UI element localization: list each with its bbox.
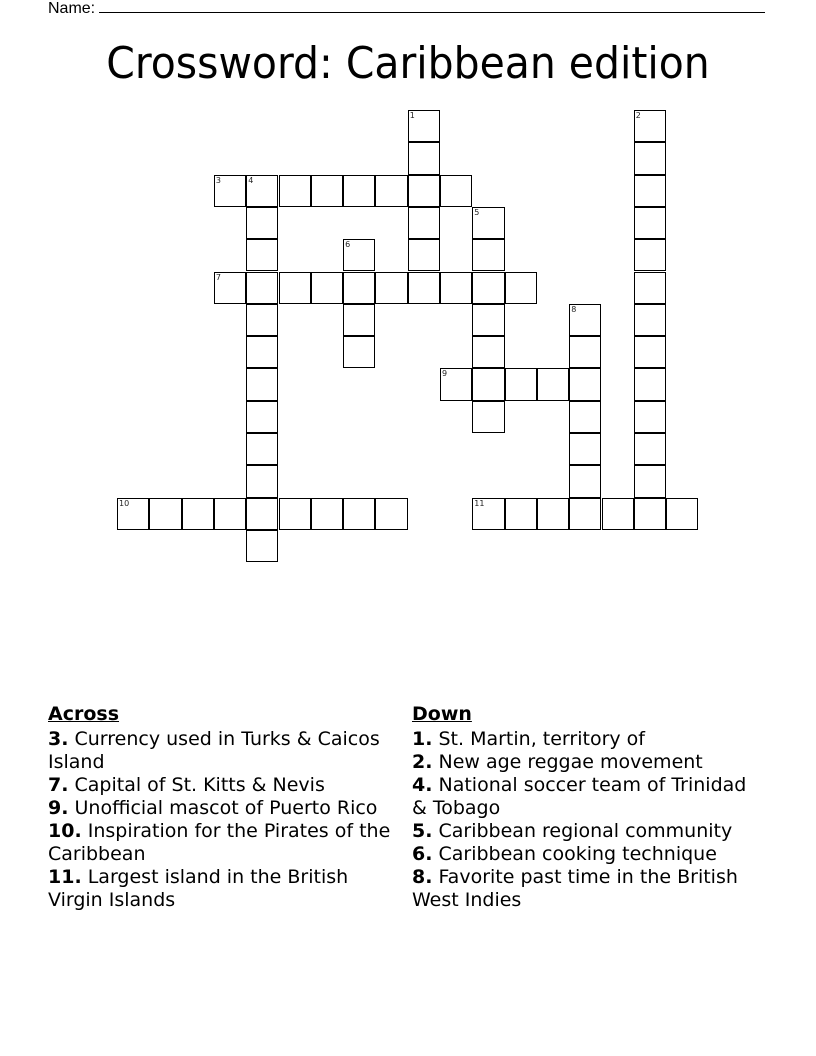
grid-cell[interactable]	[246, 368, 278, 400]
grid-cell[interactable]	[246, 207, 278, 239]
page-title: Crossword: Caribbean edition	[106, 38, 710, 89]
grid-cell[interactable]	[375, 175, 407, 207]
grid-cell[interactable]	[472, 336, 504, 368]
grid-cell[interactable]	[634, 498, 666, 530]
clue-text: St. Martin, territory of	[438, 728, 645, 750]
grid-cell[interactable]	[634, 368, 666, 400]
clue-across-9	[48, 797, 393, 820]
clue-text: Caribbean regional community	[438, 820, 733, 842]
grid-cell[interactable]	[408, 207, 440, 239]
clue-number: 7.	[48, 774, 69, 796]
grid-cell[interactable]	[537, 368, 569, 400]
grid-cell[interactable]	[440, 368, 472, 400]
clue-text: Largest island in the British Virgin Islands	[48, 866, 349, 911]
grid-cell[interactable]	[634, 433, 666, 465]
clue-down-8	[412, 866, 757, 912]
grid-cell[interactable]	[634, 304, 666, 336]
clue-across-11	[48, 866, 393, 912]
grid-cell[interactable]	[343, 272, 375, 304]
grid-cell[interactable]	[634, 207, 666, 239]
cell-number: 6	[345, 240, 351, 250]
down-clues	[412, 702, 757, 912]
grid-cell[interactable]	[634, 465, 666, 497]
grid-cell[interactable]	[505, 498, 537, 530]
clue-text: Favorite past time in the British West Indies	[412, 866, 738, 911]
cell-number: 8	[571, 304, 577, 314]
clue-text: Inspiration for the Pirates of the Caribbean	[48, 820, 391, 865]
grid-cell[interactable]	[472, 498, 504, 530]
cell-number: 10	[119, 498, 130, 508]
grid-cell[interactable]	[311, 175, 343, 207]
grid-cell[interactable]	[634, 175, 666, 207]
clue-down-1	[412, 728, 757, 751]
cell-number: 4	[248, 175, 254, 185]
grid-cell[interactable]	[246, 304, 278, 336]
grid-cell[interactable]	[182, 498, 214, 530]
down-heading: Down	[412, 703, 472, 725]
grid-cell[interactable]	[472, 304, 504, 336]
grid-cell[interactable]	[279, 272, 311, 304]
clue-across-7	[48, 774, 393, 797]
grid-cell[interactable]	[246, 175, 278, 207]
grid-cell[interactable]	[343, 498, 375, 530]
grid-cell[interactable]	[408, 272, 440, 304]
grid-cell[interactable]	[246, 465, 278, 497]
clue-text: Capital of St. Kitts & Nevis	[74, 774, 325, 796]
grid-cell[interactable]	[634, 272, 666, 304]
grid-cell[interactable]	[246, 272, 278, 304]
grid-cell[interactable]	[472, 239, 504, 271]
grid-cell[interactable]	[343, 336, 375, 368]
grid-cell[interactable]	[246, 530, 278, 562]
clue-text: National soccer team of Trinidad & Tobago	[412, 774, 747, 819]
grid-cell[interactable]	[408, 239, 440, 271]
cell-number: 5	[474, 207, 480, 217]
clue-number: 9.	[48, 797, 69, 819]
grid-cell[interactable]	[472, 207, 504, 239]
grid-cell[interactable]	[569, 336, 601, 368]
clue-number: 10.	[48, 820, 82, 842]
clue-across-10	[48, 820, 393, 866]
cell-number: 7	[215, 272, 221, 282]
grid-cell[interactable]	[246, 336, 278, 368]
clue-text: Currency used in Turks & Caicos Island	[48, 728, 380, 773]
grid-cell[interactable]	[505, 272, 537, 304]
grid-cell[interactable]	[408, 142, 440, 174]
grid-cell[interactable]	[408, 175, 440, 207]
grid-cell[interactable]	[279, 498, 311, 530]
clue-number: 2.	[412, 751, 433, 773]
grid-cell[interactable]	[343, 304, 375, 336]
grid-cell[interactable]	[214, 175, 246, 207]
cell-number: 2	[635, 111, 641, 120]
clue-number: 8.	[412, 866, 433, 888]
grid-cell[interactable]	[602, 498, 634, 530]
grid-cell[interactable]	[569, 368, 601, 400]
clue-number: 3.	[48, 728, 69, 750]
grid-cell[interactable]	[440, 175, 472, 207]
grid-cell[interactable]	[472, 401, 504, 433]
grid-cell[interactable]	[279, 175, 311, 207]
grid-cell[interactable]	[246, 433, 278, 465]
grid-cell[interactable]	[117, 498, 149, 530]
grid-cell[interactable]	[246, 239, 278, 271]
clue-down-5	[412, 820, 757, 843]
grid-cell[interactable]	[634, 110, 666, 142]
grid-cell[interactable]	[375, 272, 407, 304]
grid-cell[interactable]	[408, 110, 440, 142]
grid-cell[interactable]	[505, 368, 537, 400]
across-clues	[48, 702, 393, 912]
grid-cell[interactable]	[246, 498, 278, 530]
clue-number: 4.	[412, 774, 433, 796]
grid-cell[interactable]	[569, 433, 601, 465]
grid-cell[interactable]	[472, 368, 504, 400]
grid-cell[interactable]	[569, 304, 601, 336]
grid-cell[interactable]	[537, 498, 569, 530]
clue-number: 1.	[412, 728, 433, 750]
grid-cell[interactable]	[634, 142, 666, 174]
grid-cell[interactable]	[440, 272, 472, 304]
grid-cell[interactable]	[311, 272, 343, 304]
grid-cell[interactable]	[149, 498, 181, 530]
grid-cell[interactable]	[472, 272, 504, 304]
clue-down-2	[412, 751, 757, 774]
clue-text: New age reggae movement	[438, 751, 703, 773]
grid-cell[interactable]	[343, 239, 375, 271]
grid-cell[interactable]	[246, 401, 278, 433]
grid-cell[interactable]	[634, 401, 666, 433]
clue-number: 6.	[412, 843, 433, 865]
clue-number: 11.	[48, 866, 82, 888]
clue-number: 5.	[412, 820, 433, 842]
grid-cell[interactable]	[214, 272, 246, 304]
grid-cell[interactable]	[343, 175, 375, 207]
grid-cell[interactable]	[569, 401, 601, 433]
clue-text: Unofficial mascot of Puerto Rico	[74, 797, 378, 819]
grid-cell[interactable]	[634, 239, 666, 271]
cell-number: 11	[474, 498, 485, 508]
cell-number: 1	[409, 111, 415, 120]
grid-cell[interactable]	[375, 498, 407, 530]
grid-cell[interactable]	[634, 336, 666, 368]
grid-cell[interactable]	[311, 498, 343, 530]
across-heading: Across	[48, 703, 120, 725]
clue-down-6	[412, 843, 757, 866]
clue-text: Caribbean cooking technique	[438, 843, 717, 865]
name-label: Name:	[48, 0, 96, 17]
grid-cell[interactable]	[666, 498, 698, 530]
grid-cell[interactable]	[214, 498, 246, 530]
grid-cell[interactable]	[569, 465, 601, 497]
cell-number: 3	[215, 175, 221, 185]
cell-number: 9	[442, 369, 448, 379]
clue-down-4	[412, 774, 757, 820]
grid-cell[interactable]	[569, 498, 601, 530]
clue-across-3	[48, 728, 393, 774]
